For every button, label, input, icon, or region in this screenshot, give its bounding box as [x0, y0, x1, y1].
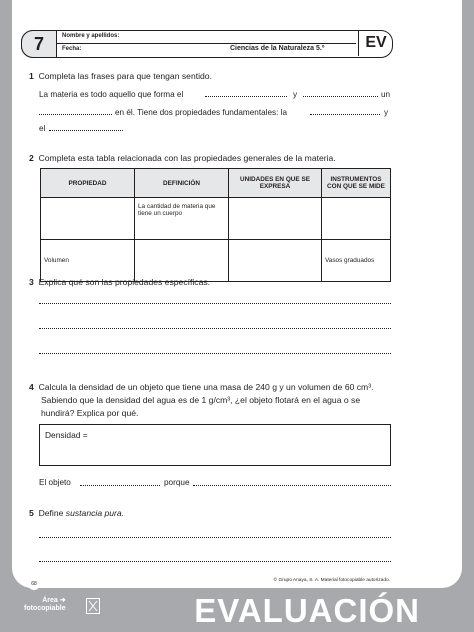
header-divider: [56, 43, 356, 44]
question-5: 5 Define sustancia pura.: [29, 508, 125, 518]
blank[interactable]: [303, 96, 378, 97]
blank[interactable]: [49, 130, 123, 131]
copyright: © Grupo Anaya, S. A. Material fotocopiable autorizado.: [273, 578, 390, 583]
table-row: [41, 198, 391, 240]
table-cell[interactable]: [229, 198, 322, 240]
answer-line[interactable]: [39, 328, 391, 329]
table-cell[interactable]: Vasos graduados: [322, 240, 391, 282]
blank[interactable]: [310, 114, 380, 115]
answer-line[interactable]: [39, 353, 391, 354]
question-3: 3 Explica qué son las propiedades específicas.: [29, 277, 211, 287]
density-label: Densidad =: [45, 430, 88, 440]
answer-line[interactable]: [39, 561, 391, 562]
answer-line[interactable]: [39, 537, 391, 538]
question-2: 2 Completa esta tabla relacionada con las propiedades generales de la materia.: [29, 153, 336, 163]
table-cell[interactable]: [41, 198, 135, 240]
q4-answer-mid: porque: [164, 478, 190, 487]
blank[interactable]: [39, 114, 112, 115]
photocopy-icon: [86, 598, 100, 614]
density-box[interactable]: [39, 424, 391, 466]
evaluation-title: EVALUACIÓN: [194, 592, 420, 629]
q1-line1-mid: y: [293, 90, 298, 99]
blank[interactable]: [205, 96, 287, 97]
col-header: UNIDADES EN QUE SE EXPRESA: [229, 169, 322, 198]
q1-line1-start: La materia es todo aquello que forma el: [39, 90, 184, 99]
q1-line3-start: el: [39, 124, 46, 133]
unit-number: 7: [21, 30, 57, 58]
question-1: 1 Completa las frases para que tengan sentido.: [29, 71, 212, 81]
ev-label: EV: [358, 30, 393, 56]
name-label: Nombre y apellidos:: [62, 33, 120, 39]
blank[interactable]: [80, 485, 160, 486]
question-4: 4 Calcula la densidad de un objeto que tiene una masa de 240 g y un volumen de 60 cm³. Sabiendo que la densidad del agua es de 1 g/cm³, ¿el objeto flotará en el agua o se hundirá? Explica por qué.: [29, 382, 374, 418]
table-cell[interactable]: [229, 240, 322, 282]
col-header: INSTRUMENTOS CON QUE SE MIDE: [322, 169, 391, 198]
col-header: PROPIEDAD: [41, 169, 135, 198]
answer-line[interactable]: [39, 303, 391, 304]
q1-line2-end: y: [384, 108, 389, 117]
worksheet-page: [12, 0, 462, 588]
properties-table: [40, 168, 391, 282]
blank[interactable]: [193, 485, 391, 486]
table-cell[interactable]: [322, 198, 391, 240]
q1-line2-mid: en él. Tiene dos propiedades fundamentales: la: [115, 108, 288, 117]
col-header: DEFINICIÓN: [135, 169, 229, 198]
table-cell[interactable]: La cantidad de materia que tiene un cuerpo: [135, 198, 229, 240]
table-cell[interactable]: Volumen: [41, 240, 135, 282]
header: [21, 30, 393, 58]
date-label: Fecha:: [62, 46, 82, 52]
subject-label: Ciencias de la Naturaleza 5.º: [230, 45, 325, 52]
q1-line1-end: un: [381, 90, 391, 99]
area-fotocopiable-label: Área ➜ fotocopiable: [24, 597, 66, 612]
page-number: 68: [28, 578, 40, 590]
q4-answer-start: El objeto: [39, 478, 71, 487]
